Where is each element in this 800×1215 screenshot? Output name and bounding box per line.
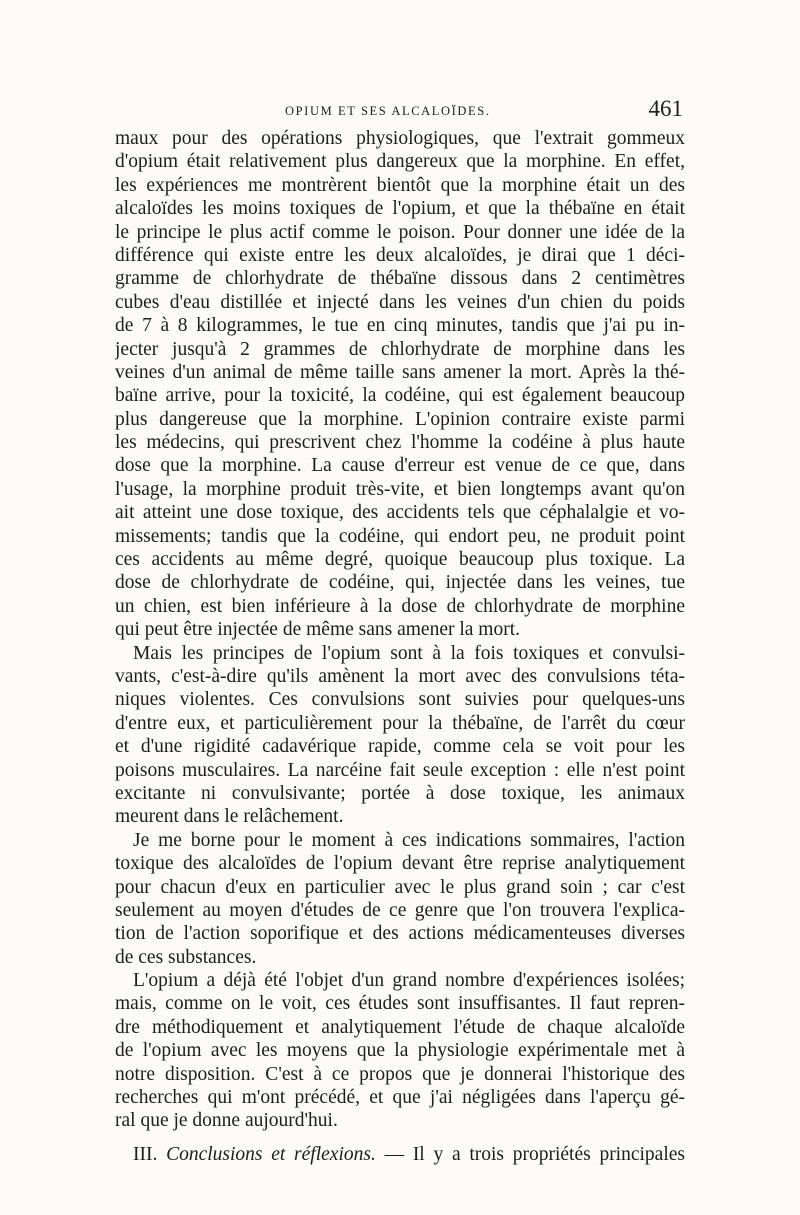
text-line: et d'une rigidité cadavérique rapide, comme cela se voit pour les <box>115 736 685 758</box>
running-header <box>115 96 685 122</box>
text-line: baïne arrive, pour la toxicité, la codéine, qui est également beaucoup <box>115 385 685 407</box>
text-line: recherches qui m'ont précédé, et que j'ai négligées dans l'aperçu gé- <box>115 1087 685 1109</box>
section-text: Il y a trois propriétés principales <box>412 1143 685 1165</box>
text-line: gramme de chlorhydrate de thébaïne dissous dans 2 centimètres <box>115 268 685 290</box>
text-line: L'opium a déjà été l'objet d'un grand nombre d'expériences isolées; <box>133 970 685 992</box>
text-line: d'opium était relativement plus dangereux que la morphine. En effet, <box>115 151 685 173</box>
text-line: ces accidents au même degré, quoique beaucoup plus toxique. La <box>115 549 685 571</box>
text-line: dose de chlorhydrate de codéine, qui, injectée dans les veines, tue <box>115 572 685 594</box>
text-line: de l'opium avec les moyens que la physiologie expérimentale met à <box>115 1040 685 1062</box>
text-line: mais, comme on le voit, ces études sont insuffisantes. Il faut repren- <box>115 993 685 1015</box>
section-dash: — <box>384 1143 405 1165</box>
text-line: ait atteint une dose toxique, des accidents tels que céphalalgie et vo- <box>115 502 685 524</box>
body-text <box>115 127 685 1166</box>
text-line: pour chacun d'eux en particulier avec le plus grand soin ; car c'est <box>115 876 685 898</box>
text-line: ral que je donne aujourd'hui. <box>115 1110 338 1132</box>
text-line: niques violentes. Ces convulsions sont suivies pour quelques-uns <box>115 689 685 711</box>
text-line: différence qui existe entre les deux alcaloïdes, je dirai que 1 déci- <box>115 244 685 266</box>
text-line: notre disposition. C'est à ce propos que je donnerai l'historique des <box>115 1063 685 1085</box>
text-line: le principe le plus actif comme le poison. Pour donner une idée de la <box>115 221 685 243</box>
text-line: d'entre eux, et particulièrement pour la thébaïne, de l'arrêt du cœur <box>115 712 685 734</box>
text-line: qui peut être injectée de même sans amener la mort. <box>115 619 520 641</box>
page-number: 461 <box>648 96 683 121</box>
text-line: l'usage, la morphine produit très-vite, et bien longtemps avant qu'on <box>115 478 685 500</box>
paragraph <box>115 127 685 642</box>
text-line: de 7 à 8 kilogrammes, le tue en cinq minutes, tandis que j'ai pu in- <box>115 315 685 337</box>
text-line: toxique des alcaloïdes de l'opium devant être reprise analytiquement <box>115 853 685 875</box>
text-line: les médecins, qui prescrivent chez l'homme la codéine à plus haute <box>115 432 685 454</box>
paragraph <box>115 969 685 1133</box>
text-line: plus dangereuse que la morphine. L'opinion contraire existe parmi <box>115 408 685 430</box>
paragraph <box>115 642 685 829</box>
paragraph <box>115 829 685 969</box>
text-line: dose que la morphine. La cause d'erreur est venue de ce que, dans <box>115 455 685 477</box>
text-line: veines d'un animal de même taille sans amener la mort. Après la thé- <box>115 361 685 383</box>
section-title: Conclusions et réflexions. <box>166 1143 376 1165</box>
text-line: Je me borne pour le moment à ces indications sommaires, l'action <box>133 829 685 851</box>
text-line: alcaloïdes les moins toxiques de l'opium, et que la thébaïne en était <box>115 198 685 220</box>
text-line: excitante ni convulsivante; portée à dose toxique, les animaux <box>115 782 685 804</box>
text-line: cubes d'eau distillée et injecté dans les veines d'un chien du poids <box>115 291 685 313</box>
section-heading-line <box>115 1143 685 1166</box>
text-line: tion de l'action soporifique et des actions médicamenteuses diverses <box>115 923 685 945</box>
section-number: III. <box>133 1143 158 1165</box>
running-title: OPIUM ET SES ALCALOÏDES. <box>285 104 491 118</box>
text-line: jecter jusqu'à 2 grammes de chlorhydrate de morphine dans les <box>115 338 685 360</box>
text-line: Mais les principes de l'opium sont à la fois toxiques et convulsi- <box>133 642 685 664</box>
text-line: vants, c'est-à-dire qu'ils amènent la mort avec des convulsions téta- <box>115 665 685 687</box>
text-line: missements; tandis que la codéine, qui endort peu, ne produit point <box>115 525 685 547</box>
text-line: un chien, est bien inférieure à la dose de chlorhydrate de morphine <box>115 595 685 617</box>
text-line: les expériences me montrèrent bientôt que la morphine était un des <box>115 174 685 196</box>
text-line: maux pour des opérations physiologiques, que l'extrait gommeux <box>115 128 685 149</box>
text-line: dre méthodiquement et analytiquement l'étude de chaque alcaloïde <box>115 1016 685 1038</box>
text-line: meurent dans le relâchement. <box>115 806 344 828</box>
text-line: seulement au moyen d'études de ce genre que l'on trouvera l'explica- <box>115 899 685 921</box>
text-line: poisons musculaires. La narcéine fait seule exception : elle n'est point <box>115 759 685 781</box>
text-line: de ces substances. <box>115 946 257 968</box>
